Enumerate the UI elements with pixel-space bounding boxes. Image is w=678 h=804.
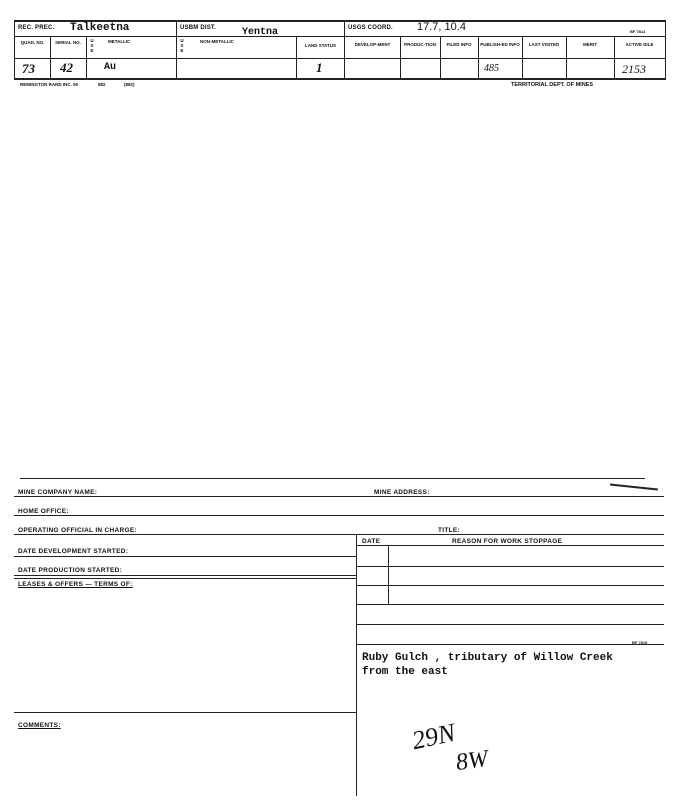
vline	[665, 20, 666, 79]
col-land-status: LAND STATUS	[304, 43, 337, 48]
printer-code-2: (882)	[124, 82, 135, 87]
col-use-metallic: U S E	[90, 38, 94, 53]
value-serial-no: 42	[60, 60, 73, 75]
col-use-nonmetallic: U S E	[180, 38, 184, 53]
hline	[14, 515, 664, 516]
value-land-status: 1	[316, 60, 323, 75]
reason-for-work-stoppage-label: REASON FOR WORK STOPPAGE	[452, 538, 563, 545]
date-production-started-label: DATE PRODUCTION STARTED:	[18, 567, 123, 574]
date-column-divider	[388, 545, 389, 605]
date-development-started-label: DATE DEVELOPMENT STARTED:	[18, 548, 129, 555]
hline	[14, 556, 356, 557]
hline	[14, 534, 664, 535]
col-production: PRODUC-TION	[404, 42, 436, 47]
home-office-label: HOME OFFICE:	[18, 508, 69, 515]
location-note-line-1: Ruby Gulch , tributary of Willow Creek	[362, 652, 613, 664]
mine-address-label: MINE ADDRESS:	[374, 489, 430, 496]
col-merit: MERIT	[583, 42, 597, 47]
hline	[356, 604, 664, 605]
operating-official-label: OPERATING OFFICIAL IN CHARGE:	[18, 527, 137, 534]
value-metallic: Au	[104, 62, 117, 73]
vline	[176, 20, 177, 79]
vline	[86, 36, 87, 79]
hline	[356, 644, 664, 645]
col-quad-no: QUAD. NO.	[20, 40, 45, 45]
value-active-idle: 2153	[622, 62, 646, 76]
bottom-card-vertical-divider	[356, 534, 357, 796]
mine-company-name-label: MINE COMPANY NAME:	[18, 489, 98, 496]
hline	[356, 624, 664, 625]
form-code-top: BF 7814	[630, 29, 646, 34]
title-label: TITLE:	[438, 527, 461, 534]
top-card-border-bottom	[14, 78, 666, 80]
col-published-info: PUBLISH-ED INFO	[480, 42, 520, 47]
col-development: DEVELOP-MENT	[354, 42, 391, 47]
hline	[14, 575, 356, 576]
col-serial-no: SERIAL NO.	[55, 40, 81, 45]
date-column-label: DATE	[362, 538, 381, 545]
value-published-info: 485	[484, 63, 499, 74]
printer-credit: REMINGTON RAND INC. 50	[20, 82, 79, 87]
handwritten-township: 29N	[409, 717, 458, 756]
rec-prec-value: Talkeetna	[70, 22, 130, 34]
hline	[356, 585, 664, 586]
hline	[14, 578, 356, 579]
location-note-line-2: from the east	[362, 666, 448, 678]
vline	[296, 36, 297, 79]
col-last-visited: LAST VISITED	[528, 42, 560, 47]
usbm-dist-value: Yentna	[242, 27, 279, 38]
hline	[356, 545, 664, 546]
usgs-coord-label: USGS COORD.	[348, 25, 393, 31]
hline	[14, 712, 356, 713]
vline	[344, 20, 345, 79]
handwritten-range: 8W	[454, 745, 490, 777]
hline	[356, 566, 664, 567]
value-quad-no: 73	[22, 61, 35, 76]
usbm-dist-label: USBM DIST.	[180, 25, 217, 31]
top-card-subheader-divider	[14, 58, 666, 59]
printer-code: 882	[98, 82, 106, 87]
rec-prec-label: REC. PREC.	[18, 25, 55, 31]
col-metallic: METALLIC	[108, 39, 131, 44]
territorial-dept-label: TERRITORIAL DEPT. OF MINES	[511, 82, 593, 88]
col-non-metallic: NON-METALLIC	[200, 39, 234, 44]
top-card-header-divider	[14, 36, 666, 37]
vline	[14, 20, 15, 79]
bottom-card-corner-curl	[610, 483, 658, 490]
comments-label: COMMENTS:	[18, 722, 61, 729]
usgs-coord-value: 17.7, 10.4	[417, 21, 466, 33]
col-filed-info: FILED INFO	[446, 42, 472, 47]
hline	[14, 496, 664, 497]
bottom-card-top-edge	[20, 478, 645, 479]
leases-offers-label: LEASES & OFFERS — TERMS OF:	[18, 581, 133, 588]
col-active-idle: ACTIVE IDLE	[625, 42, 654, 47]
form-code-bottom: BF 7815	[632, 640, 648, 645]
